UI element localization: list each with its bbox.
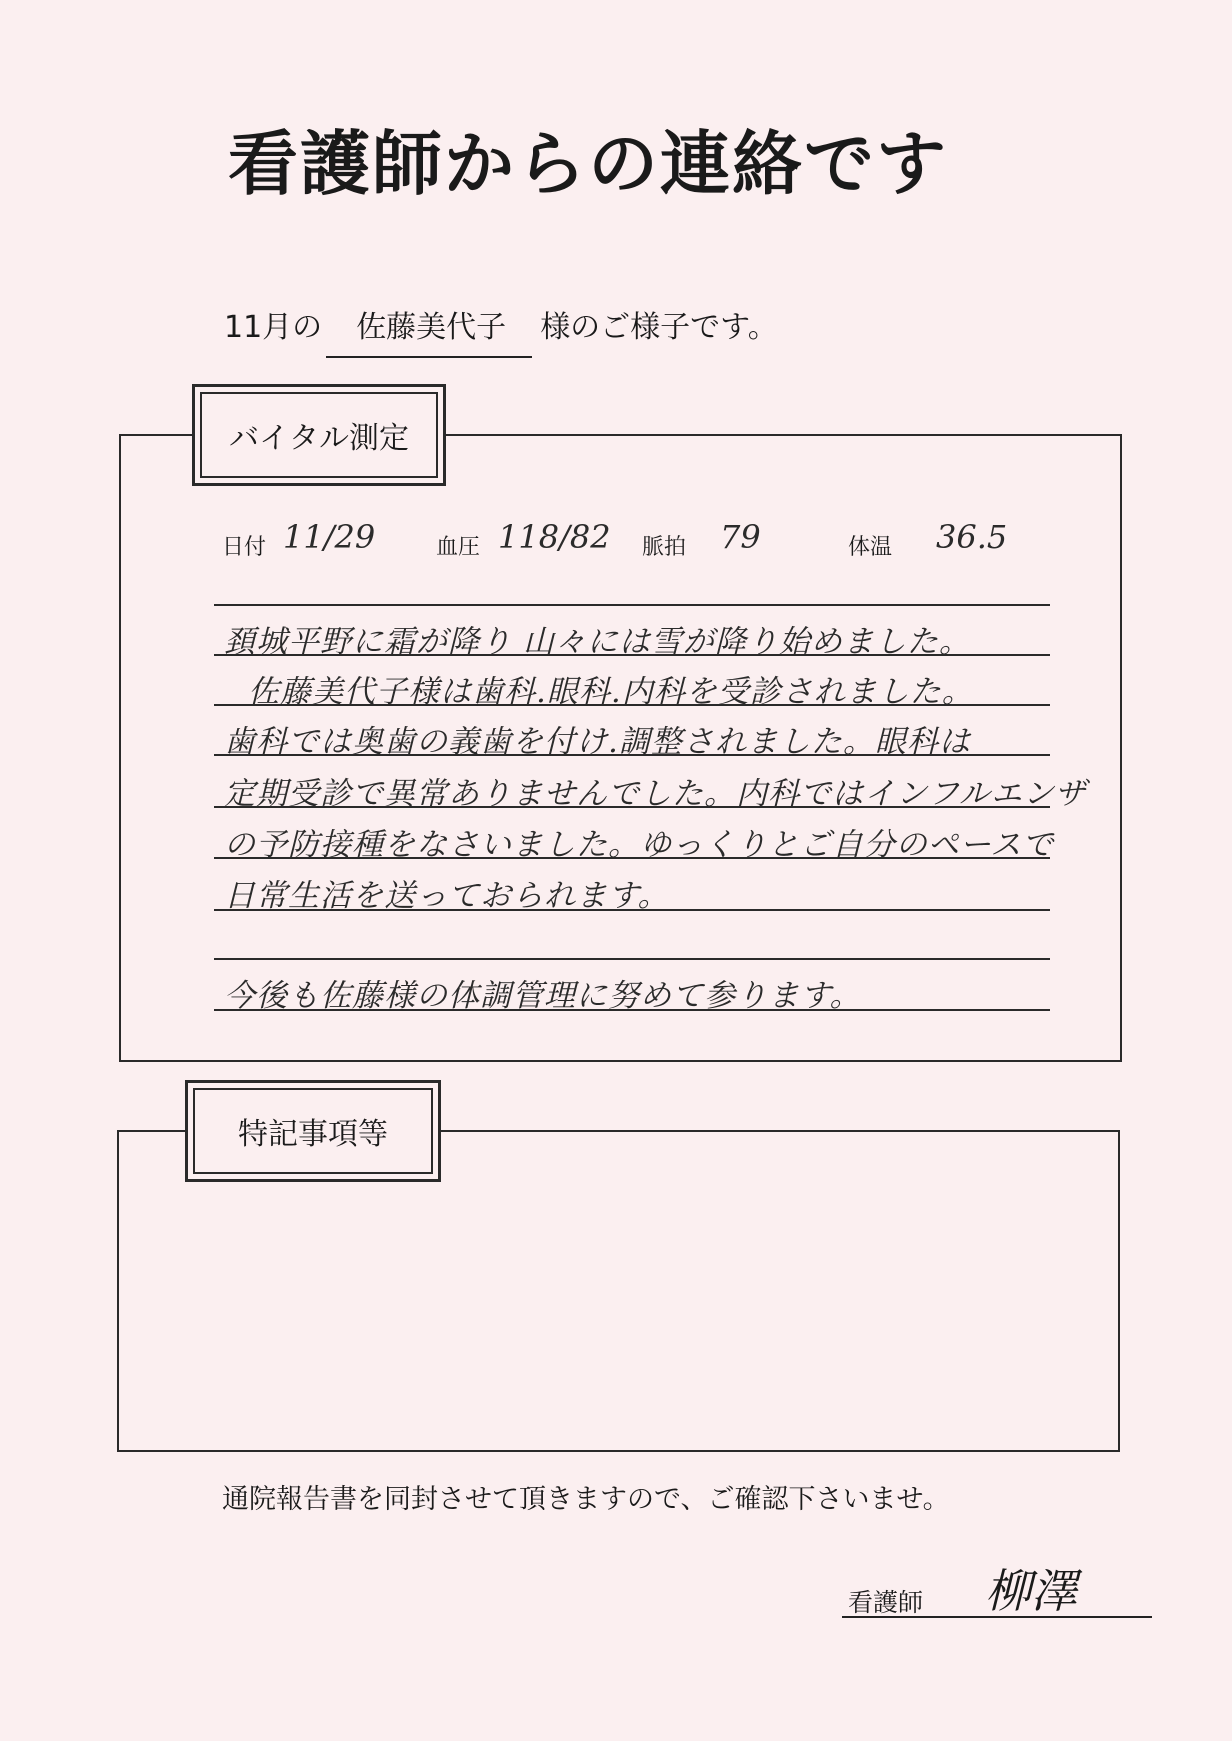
note-line: 佐藤美代子様は歯科.眼科.内科を受診されました。 xyxy=(248,674,974,710)
name-underline xyxy=(326,356,532,358)
ruled-line xyxy=(214,604,1050,606)
note-line: 定期受診で異常ありませんでした。内科ではインフルエンザ xyxy=(224,776,1087,812)
date-value: 11/29 xyxy=(283,518,376,556)
pulse-value: 79 xyxy=(720,518,761,556)
page-title: 看護師からの連絡です xyxy=(228,123,948,205)
ruled-line xyxy=(214,958,1050,960)
note-line: の予防接種をなさいました。ゆっくりとご自分のペースで xyxy=(224,827,1055,863)
note-line: 頚城平野に霜が降り 山々には雪が降り始めました。 xyxy=(224,624,971,660)
blood-pressure-label: 血圧 xyxy=(436,535,481,560)
temperature-value: 36.5 xyxy=(936,518,1008,556)
temperature-label: 体温 xyxy=(848,535,893,560)
note-line: 歯科では奥歯の義歯を付け.調整されました。眼科は xyxy=(224,724,971,760)
nurse-label: 看護師 xyxy=(848,1588,924,1617)
vitals-section-label: バイタル測定 xyxy=(192,384,446,486)
enclosure-notice: 通院報告書を同封させて頂きますので、ご確認下さいませ。 xyxy=(222,1484,950,1515)
greeting-month: 11月の xyxy=(224,310,323,345)
note-closing: 今後も佐藤様の体調管理に努めて参ります。 xyxy=(224,978,862,1014)
blood-pressure-value: 118/82 xyxy=(498,518,611,556)
nurse-signature: 柳澤 xyxy=(985,1564,1077,1618)
greeting-line xyxy=(224,302,778,346)
special-notes-label: 特記事項等 xyxy=(185,1080,441,1182)
signature-underline xyxy=(842,1616,1152,1618)
date-label: 日付 xyxy=(222,535,267,560)
note-line: 日常生活を送っておられます。 xyxy=(224,878,670,914)
greeting-suffix: 様のご様子です。 xyxy=(540,310,778,345)
pulse-label: 脈拍 xyxy=(642,535,687,560)
patient-name: 佐藤美代子 xyxy=(356,310,507,345)
